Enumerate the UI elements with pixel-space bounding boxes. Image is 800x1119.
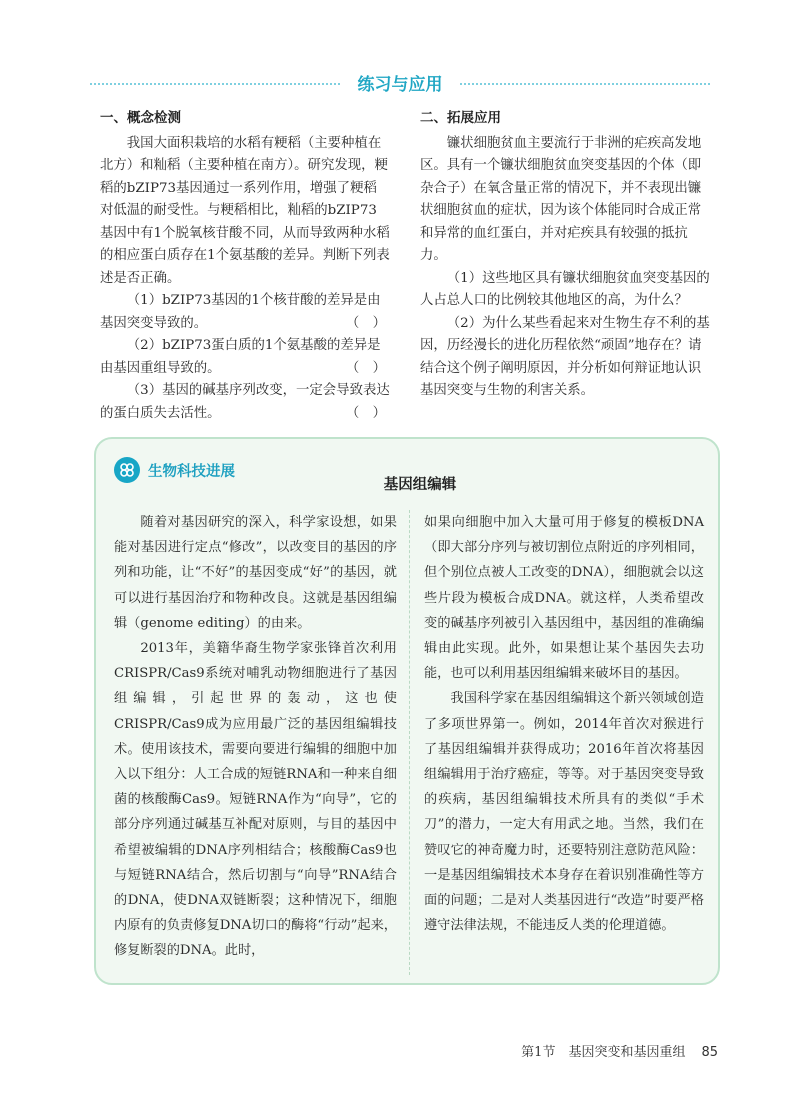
page-number: 85: [701, 1045, 718, 1060]
box-title: 基因组编辑: [383, 477, 457, 493]
column-divider: [409, 510, 410, 975]
extension-q2: （2）为什么某些看起来对生物生存不利的基因，历经漫长的进化历程依然“顽固”地存在？请结合这个例子阐明原因，并分析如何辩证地认识基因突变与生物的利害关系。: [420, 315, 710, 398]
biotech-tag: [114, 457, 235, 483]
page-footer: [521, 1041, 718, 1060]
concept-check-q1: [100, 290, 390, 335]
box-right-column: [424, 510, 704, 938]
box-right-paragraph-2: 我国科学家在基因组编辑这个新兴领域创造了多项世界第一。例如，2014年首次对猴进行了基因组编辑并获得成功；2016年首次将基因组编辑用于治疗癌症，等等。对于基因突变导致的疾病，基因组编辑技术所具有的类似“手术刀”的潜力，一定大有用武之地。当然，我们在赞叹它的神奇魔力时，还要特别注意防范风险：一是基因组编辑技术本身存在着识别准确性等方面的问题；二是对人类基因进行“改造”时要严格遵守法律法规，不能违反人类的伦理道德。: [424, 691, 704, 934]
concept-check-heading: 一、概念检测: [100, 110, 181, 126]
biotech-tag-label: 生物科技进展: [148, 463, 235, 480]
answer-paren: （ ）: [345, 405, 386, 421]
extension-q1: （1）这些地区具有镰状细胞贫血突变基因的人占总人口的比例较其他地区的高，为什么？: [420, 270, 710, 308]
answer-paren: （ ）: [345, 315, 386, 331]
box-left-paragraph-2: 2013年，美籍华裔生物学家张锋首次利用CRISPR/Cas9系统对哺乳动物细胞进行了基因组编辑，引起世界的轰动，这也使CRISPR/Cas9成为应用最广泛的基因组编辑技术。使用该技术，需要向要进行编辑的细胞中加入以下组分：人工合成的短链RNA和一种来自细菌的核酸酶Cas9。短链RNA作为“向导”，它的部分序列通过碱基互补配对原则，与目的基因中希望被编辑的DNA序列相结合；核酸酶Cas9也与短链RNA结合，然后切割与“向导”RNA结合的DNA，使DNA双链断裂；这种情况下，细胞内原有的负责修复DNA切口的酶将“行动”起来，修复断裂的DNA。此时，: [114, 641, 397, 959]
section-title: 练习与应用: [357, 75, 443, 95]
q1-text: （1）bZIP73基因的1个核苷酸的差异是由基因突变导致的。: [100, 293, 381, 331]
box-right-paragraph-1: 如果向细胞中加入大量可用于修复的模板DNA（即大部分序列与被切割位点附近的序列相同，但个别位点被人工改变的DNA），细胞就会以这些片段为模板合成DNA。就这样，人类希望改变的碱基序列被引入基因组中，基因组的准确编辑由此实现。此外，如果想让某个基因失去功能，也可以利用基因组编辑来破坏目的基因。: [424, 515, 704, 682]
box-left-paragraph-1: 随着对基因研究的深入，科学家设想，如果能对基因进行定点“修改”，以改变目的基因的序列和功能，让“不好”的基因变成“好”的基因，就可以进行基因治疗和物种改良。这就是基因组编辑（genome editing）的由来。: [114, 515, 397, 631]
extension-heading: 二、拓展应用: [420, 110, 501, 126]
concept-check-intro: 我国大面积栽培的水稻有粳稻（主要种植在北方）和籼稻（主要种植在南方）。研究发现，粳稻的bZIP73基因通过一系列作用，增强了粳稻对低温的耐受性。与粳稻相比，籼稻的bZIP73基因中有1个脱氧核苷酸不同，从而导致两种水稻的相应蛋白质存在1个氨基酸的差异。判断下列表述是否正确。: [100, 135, 390, 286]
q3-text: （3）基因的碱基序列改变，一定会导致表达的蛋白质失去活性。: [100, 383, 390, 421]
q2-text: （2）bZIP73蛋白质的1个氨基酸的差异是由基因重组导致的。: [100, 338, 381, 376]
answer-paren: （ ）: [345, 360, 386, 376]
dna-circles-icon: [114, 457, 140, 483]
box-left-column: [114, 510, 397, 964]
concept-check-section: [100, 107, 390, 425]
header-divider-right: [460, 83, 710, 85]
extension-intro: 镰状细胞贫血主要流行于非洲的疟疾高发地区。具有一个镰状细胞贫血突变基因的个体（即杂合子）在氧含量正常的情况下，并不表现出镰状细胞贫血的症状，因为该个体能同时合成正常和异常的血红蛋白，并对疟疾具有较强的抵抗力。: [420, 135, 702, 263]
concept-check-q3: [100, 380, 390, 425]
section-header: [90, 64, 710, 104]
header-divider-left: [90, 83, 340, 85]
footer-section-name: 第1节 基因突变和基因重组: [521, 1045, 686, 1060]
concept-check-q2: [100, 335, 390, 380]
extension-section: [420, 107, 710, 403]
